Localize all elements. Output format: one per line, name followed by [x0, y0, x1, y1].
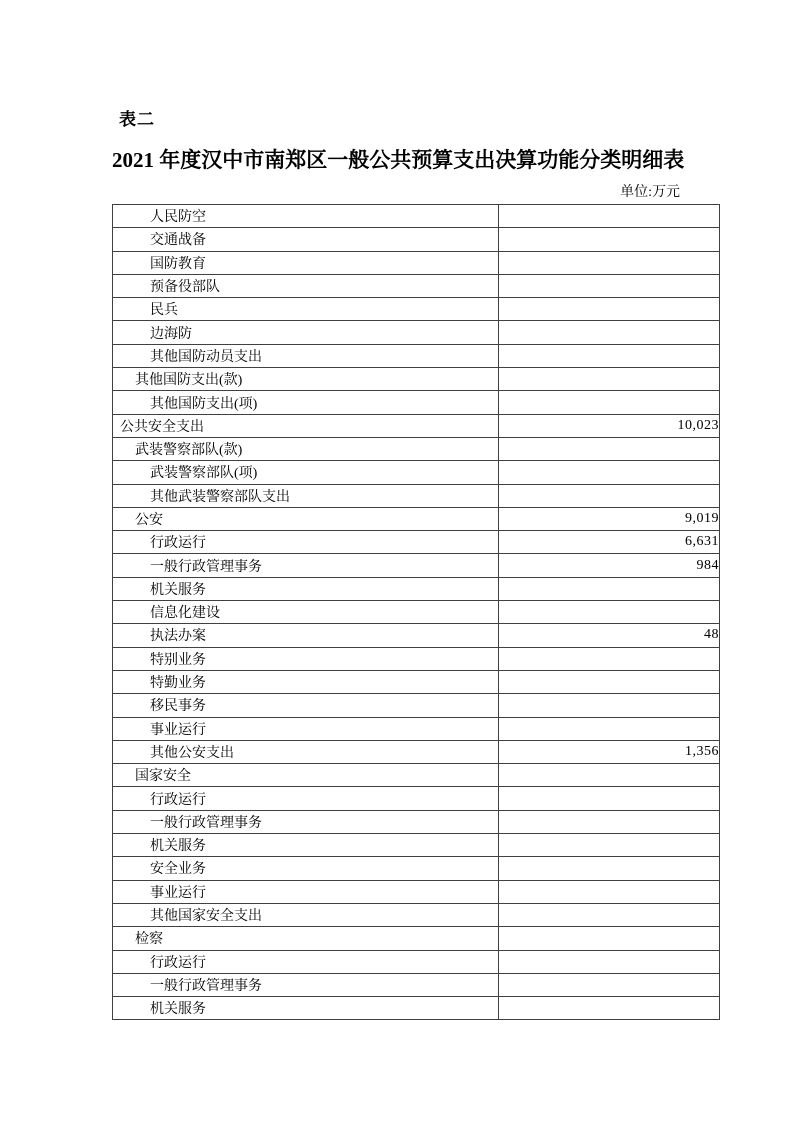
value-cell — [499, 368, 720, 391]
category-cell: 一般行政管理事务 — [113, 554, 499, 577]
value-cell: 9,019 — [499, 507, 720, 530]
category-cell: 武装警察部队(项) — [113, 461, 499, 484]
value-cell — [499, 880, 720, 903]
value-cell — [499, 717, 720, 740]
table-row — [113, 437, 720, 460]
category-cell: 武装警察部队(款) — [113, 437, 499, 460]
value-cell — [499, 647, 720, 670]
table-row — [113, 927, 720, 950]
table-row — [113, 810, 720, 833]
table-row — [113, 973, 720, 996]
value-cell — [499, 764, 720, 787]
table-row — [113, 484, 720, 507]
category-cell: 行政运行 — [113, 531, 499, 554]
value-cell — [499, 577, 720, 600]
value-cell — [499, 997, 720, 1020]
table-row — [113, 577, 720, 600]
category-cell: 交通战备 — [113, 228, 499, 251]
value-cell — [499, 391, 720, 414]
value-cell: 6,631 — [499, 531, 720, 554]
table-row — [113, 670, 720, 693]
value-cell — [499, 321, 720, 344]
value-cell — [499, 484, 720, 507]
table-row — [113, 717, 720, 740]
category-cell: 机关服务 — [113, 834, 499, 857]
category-cell: 其他国防支出(款) — [113, 368, 499, 391]
table-row — [113, 414, 720, 437]
budget-table — [112, 204, 720, 1020]
value-cell — [499, 344, 720, 367]
table-row — [113, 228, 720, 251]
category-cell: 事业运行 — [113, 880, 499, 903]
category-cell: 民兵 — [113, 298, 499, 321]
value-cell — [499, 834, 720, 857]
table-row — [113, 531, 720, 554]
table-row — [113, 368, 720, 391]
category-cell: 其他公安支出 — [113, 740, 499, 763]
value-cell — [499, 274, 720, 297]
table-row — [113, 694, 720, 717]
table-row — [113, 554, 720, 577]
table-row — [113, 601, 720, 624]
category-cell: 事业运行 — [113, 717, 499, 740]
value-cell: 48 — [499, 624, 720, 647]
category-cell: 安全业务 — [113, 857, 499, 880]
table-row — [113, 834, 720, 857]
category-cell: 国家安全 — [113, 764, 499, 787]
table-row — [113, 507, 720, 530]
table-row — [113, 764, 720, 787]
category-cell: 公安 — [113, 507, 499, 530]
category-cell: 国防教育 — [113, 251, 499, 274]
value-cell — [499, 787, 720, 810]
table-row — [113, 647, 720, 670]
table-row — [113, 950, 720, 973]
value-cell: 1,356 — [499, 740, 720, 763]
table-row — [113, 298, 720, 321]
value-cell — [499, 601, 720, 624]
category-cell: 一般行政管理事务 — [113, 810, 499, 833]
category-cell: 执法办案 — [113, 624, 499, 647]
category-cell: 行政运行 — [113, 950, 499, 973]
category-cell: 人民防空 — [113, 205, 499, 228]
value-cell — [499, 461, 720, 484]
table-row — [113, 857, 720, 880]
category-cell: 预备役部队 — [113, 274, 499, 297]
table-row — [113, 903, 720, 926]
value-cell — [499, 950, 720, 973]
category-cell: 机关服务 — [113, 997, 499, 1020]
value-cell — [499, 437, 720, 460]
category-cell: 其他国防支出(项) — [113, 391, 499, 414]
category-cell: 信息化建设 — [113, 601, 499, 624]
category-cell: 公共安全支出 — [113, 414, 499, 437]
table-row — [113, 205, 720, 228]
value-cell — [499, 857, 720, 880]
table-row — [113, 740, 720, 763]
budget-table-body — [113, 205, 720, 1020]
table-row — [113, 321, 720, 344]
value-cell — [499, 228, 720, 251]
value-cell — [499, 670, 720, 693]
category-cell: 机关服务 — [113, 577, 499, 600]
value-cell — [499, 298, 720, 321]
category-cell: 其他国家安全支出 — [113, 903, 499, 926]
category-cell: 移民事务 — [113, 694, 499, 717]
category-cell: 特别业务 — [113, 647, 499, 670]
value-cell — [499, 927, 720, 950]
page-title: 2021 年度汉中市南郑区一般公共预算支出决算功能分类明细表 — [112, 148, 685, 172]
category-cell: 行政运行 — [113, 787, 499, 810]
table-label: 表二 — [119, 110, 155, 129]
table-row — [113, 391, 720, 414]
value-cell — [499, 810, 720, 833]
value-cell — [499, 694, 720, 717]
value-cell — [499, 251, 720, 274]
table-row — [113, 274, 720, 297]
unit-note: 单位:万元 — [620, 185, 680, 200]
category-cell: 检察 — [113, 927, 499, 950]
category-cell: 其他武装警察部队支出 — [113, 484, 499, 507]
value-cell — [499, 205, 720, 228]
table-row — [113, 344, 720, 367]
value-cell: 10,023 — [499, 414, 720, 437]
category-cell: 边海防 — [113, 321, 499, 344]
table-row — [113, 880, 720, 903]
category-cell: 一般行政管理事务 — [113, 973, 499, 996]
value-cell: 984 — [499, 554, 720, 577]
table-row — [113, 997, 720, 1020]
value-cell — [499, 903, 720, 926]
category-cell: 特勤业务 — [113, 670, 499, 693]
table-row — [113, 787, 720, 810]
category-cell: 其他国防动员支出 — [113, 344, 499, 367]
table-row — [113, 251, 720, 274]
table-row — [113, 461, 720, 484]
value-cell — [499, 973, 720, 996]
table-row — [113, 624, 720, 647]
